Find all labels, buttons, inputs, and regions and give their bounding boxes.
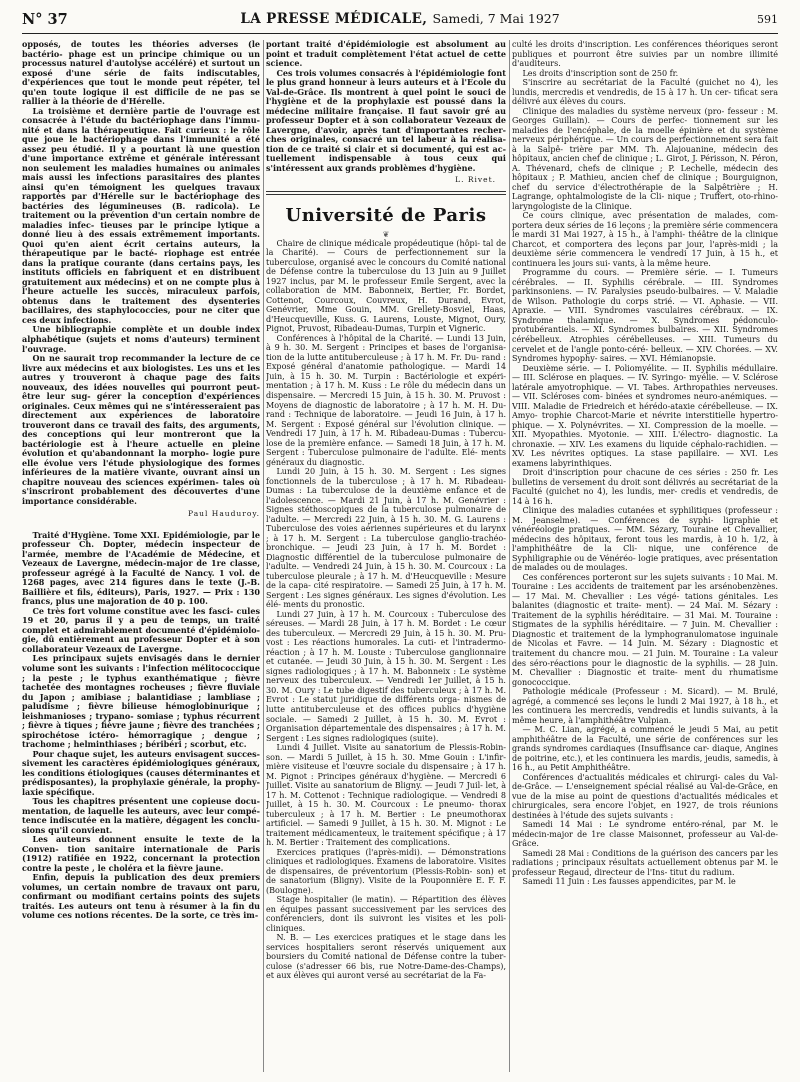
paragraph: Conférences d'actualités médicales et chirurgi- cales du Val-de-Grâce. — L'enseignement spécial réalisé au Val-de-Grâce, en vue de la mise au point de questions d'actualités médicales et chirurgicales, sera encore l'objet, en 1927, de trois réunions destinées à l'étude des sujets suivants : <box>512 772 778 820</box>
paragraph: opposés, de toutes les théories adverses (le bactério- phage est un principe chimique ou un processus naturel d'autolyse accéléré) et surtout un exposé d'une série de faits indiscutables, d'expériences que tout le monde peut répéter, tel qu'en toute logique il est difficile de ne pas se rallier à la théorie de d'Hérelle. <box>22 40 260 107</box>
journal-title-line <box>22 11 778 27</box>
paragraph: S'inscrire au secrétariat de la Faculté (guichet no 4), les lundis, mercredis et vendredis, de 15 à 17 h. Un cer- tificat sera délivré aux élèves du cours. <box>512 78 778 107</box>
author-signature: Paul Hauduroy. <box>188 509 260 519</box>
paragraph: Samedi 11 Juin : Les fausses appendicites, par M. le <box>522 877 736 887</box>
page-header <box>22 6 778 36</box>
column-left <box>22 40 260 1076</box>
section-title: Université de Paris <box>285 204 487 226</box>
ornament-icon: ❦ <box>382 229 390 239</box>
paragraph: Pathologie médicale (Professeur : M. Sicard). — M. Brulé, agrégé, a commencé ses leçons le lundi 2 Mai 1927, à 18 h., et les continuera les mercredis, vendredis et lundis suivants, à la même heure, à l'amphithéâtre Vulpian. <box>512 687 778 725</box>
column-middle <box>266 40 506 1076</box>
paragraph: Samedi 14 Mai : Le syndrome entéro-rénal, par M. le médecin-major de 1re classe Maisonnet, professeur au Val-de-Grâce. <box>512 820 778 849</box>
paragraph: Lundi 27 Juin, à 17 h. M. Courcoux : Tuberculose des séreuses. — Mardi 28 Juin, à 17 h. M. Bordet : Le cœur des tuberculeux. — Mercredi 29 Juin, à 15 h. 30. M. Pru- vost : Les réactions humorales. La cuti- et l'intradermo- réaction ; à 17 h. M. Louste : Tuberculose ganglionnaire et cutanée. — Jeudi 30 Juin, à 15 h. 30. M. Sergent : Les signes radiologiques ; à 17 h. M. Babonneix : Le système nerveux des tuberculeux. — Vendredi 1er Juillet, à 15 h. 30. M. Oury : Le tube digestif des tuberculeux ; à 17 h. M. Evrot : Le statut juridique de différents orga- nismes de lutte antituberculeuse et des offices publics d'hygiène sociale. — Samedi 2 Juillet, à 15 h. 30. M. Evrot : Organisation départementale des dispensaires ; à 17 h. M. Sergent : Les signes radiologiques (suite). <box>266 609 506 743</box>
paragraph: Une bibliographie complète et un double index alphabétique (sujets et noms d'auteurs) terminent l'ouvrage. <box>22 324 260 354</box>
paragraph: Les auteurs donnent ensuite le texte de la Conven- tion sanitaire internationale de Paris (1912) ratifiée en 1922, concernant la protection contre la peste , le choléra et la fièvre jaune. <box>22 834 260 873</box>
paragraph: Exercices pratiques (l'après-midi). — Démonstrations cliniques et radiologiques. Examens de laboratoire. Visites de dispensaires, de préventorium (Plessis-Robin- son) et de sanatorium (Bligny). Visite de la Pouponnière E. F. F. (Boulogne). <box>266 847 506 895</box>
paragraph: Pour chaque sujet, les auteurs envisagent succes- sivement les caractères épidémiologiques généraux, les conditions étiologiques (causes déterminantes et prédisposantes), la prophylaxie générale, la prophy- laxie spécifique. <box>22 748 260 797</box>
paragraph: — M. C. Lian, agrégé, a commencé le jeudi 5 Mai, au petit amphithéâtre de la Faculté, une série de conférences sur les grands syndromes cardiaques (Insuffisance car- diaque, Angines de poitrine, etc.), et les continuera les mardis, jeudis, samedis, à 16 h., au Petit Amphithéâtre. <box>512 725 778 773</box>
paragraph: Chaire de clinique médicale propédeutique (hôpi- tal de la Charité). — Cours de perfectionnement sur la tuberculose, organisé avec le concours du Comité national de Défense contre la tuberculose du 13 Juin au 9 Juillet 1927 inclus, par M. le professeur Emile Sergent, avec la collaboration de MM. Babonneix, Bertier, Fr. Bordet, Cottenot, Courcoux, Couvreux, H. Durand, Evrot, Genévrier, Mme Gouin, MM. Grellety-Bosviel, Haas, d'Heucqueville, Kuss. G. Laurens, Louste, Mignot, Oury, Pignot, Pruvost, Ribadeau-Dumas, Turpin et Vigneric. <box>266 238 506 334</box>
issue-number: N° 37 <box>22 11 68 28</box>
paragraph: Ce très fort volume constitue avec les fasci- cules 19 et 20, parus il y a peu de temps, un traité complet et admirablement documenté d'épidémiolo- gie, dû entièrement au professeur Dopter et à son collaborateur Vezeaux de Lavergne. <box>22 605 260 654</box>
review-heading-paragraph: Traité d'Hygiène. Tome XXI. Epidémiologie, par le professeur Ch. Dopter, médecin inspecteur de l'armée, membre de l'Académie de Médecine, et Vezeaux de Lavergne, médecin-major de 1re classe, professeur agrégé à la Faculté de Nancy. 1 vol. de 1268 pages, avec 214 figures dans le texte (J.-B. Baillière et fils, éditeurs), Paris, 1927. — Prix : 130 francs, plus une majoration de 40 p. 100. <box>22 529 260 607</box>
column-divider <box>509 40 510 1072</box>
paragraph: Conférences à l'hôpital de la Charité. — Lundi 13 Juin, à 9 h. 30. M. Sergent : Principes et bases de l'organisa- tion de la lutte antituberculeuse ; à 17 h. M. Fr. Du- rand : Exposé général d'anatomie pathologique. — Mardi 14 Juin, à 15 h. 30. M. Turpin : Bactériologie et expéri- mentation ; à 17 h. M. Kuss : Le rôle du médecin dans un dispensaire. — Mercredi 15 Juin, à 15 h. 30. M. Pruvost : Moyens de diagnostic de laboratoire ; à 17 h. M. H. Du- rand : Technique de laboratoire. — Jeudi 16 Juin, à 17 h. M. Sergent : Exposé général sur l'évolution clinique. — Vendredi 17 Juin, à 17 h. M. Ribadeau-Dumas : Tubercu- lose de la première enfance. — Samedi 18 Juin, à 17 h. M. Sergent : Tuberculose pulmonaire de l'adulte. Elé- ments généraux du diagnostic. <box>266 333 506 467</box>
paragraph: Programme du cours. — Première série. — I. Tumeurs cérébrales. — II. Syphilis cérébrale. — III. Syndromes parkinsoniens. — IV. Paralysies pseudo-bulbaires. — V. Maladie de Wilson. Pathologie du corps strié. — VI. Aphasie. — VII. Apraxie. — VIII. Syndromes vasculaires cérébraux. — IX. Syndrome thalamique. — X. Syndromes pédonculo-protubérantiels. — XI. Syndromes bulbaires. — XII. Syndromes cérébelleux. Atrophies cérébelleuses. — XIII. Tumeurs du cervelet et de l'angle ponto-céré- belleux. — XIV. Chorées. — XV. Syndromes hypophy- saires. — XVI. Hémianopsie. <box>512 268 778 364</box>
paragraph: Lundi 4 Juillet. Visite au sanatorium de Plessis-Robin- son. — Mardi 5 Juillet, à 15 h. 30. Mme Gouin : L'infir- mière visiteuse et l'œuvre sociale du dispensaire ; à 17 h. M. Pignot : Principes généraux d'hygiène. — Mercredi 6 Juillet. Visite au sanatorium de Bligny. — Jeudi 7 Juil- let, à 17 h. M. Cottenot : Technique radiologique. — Vendredi 8 Juillet, à 15 h. 30. M. Courcoux : Le pneumo- thorax tuberculeux ; à 17 h. M. Bertier : Le pneumothorax artificiel. — Samedi 9 Juillet, à 15 h. 30. M. Mignot : Le traitement médicamenteux, le traitement spécifique ; à 17 h. M. Bertier : Traitement des complications. <box>266 743 506 848</box>
paragraph: Enfin, depuis la publication des deux premiers volumes, un certain nombre de travaux ont paru, confirmant ou modifiant certains points des sujets traités. Les auteurs ont tenu à résumer à la fin du volume ces notions récentes. De la sorte, ce très im- <box>22 872 260 921</box>
paragraph: N. B. — Les exercices pratiques et le stage dans les services hospitaliers seront réservés uniquement aux boursiers du Comité national de Défense contre la tuber- culose (s'adresser 66 bis, rue Notre-Dame-des-Champs), et aux élèves qui auront versé au secrétariat de la Fa- <box>266 933 506 981</box>
paragraph: Ces conférences porteront sur les sujets suivants : 10 Mai. M. Touraine : Les accidents de traitement par les arsénobenzènes. — 17 Mai. M. Chevallier : Les végé- tations génitales. Les balanites (diagnostic et traite- ment). — 24 Mai. M. Sézary : Traitement de la syphilis héréditaire. — 31 Mai. M. Touraine : Stigmates de la syphilis héréditaire. — 7 Juin. M. Chevallier : Diagnostic et traitement de la lymphogranulomatose inguinale de Nicolas et Favre. — 14 Juin. M. Sézary : Diagnostic et traitement du chancre mou. — 21 Juin. M. Touraine : La valeur des séro-réactions pour le diagnostic de la syphilis. — 28 Juin. M. Chevallier : Diagnostic et traite- ment du rhumatisme gonococcique. <box>512 572 778 687</box>
author-signature: L. Rivet. <box>455 175 496 185</box>
column-divider <box>263 40 264 1072</box>
issue-date: Samedi, 7 Mai 1927 <box>432 11 560 26</box>
paragraph: Les droits d'inscription sont de 250 fr. <box>522 68 679 78</box>
column-right <box>512 40 778 1076</box>
header-rule <box>22 33 778 34</box>
paragraph: Clinique des maladies cutanées et syphilitiques (professeur : M. Jeanselme). — Conférences de syphi- ligraphie et vénéréologie pratiques. — MM. Sézary, Touraine et Chevallier, médecins des hôpitaux, feront tous les mardis, à 10 h. 1/2, à l'amphithéâtre de la Cli- nique, une conférence de Syphiligraphie ou de Vénéréo- logie pratiques, avec présentation de malades ou de moulages. <box>512 506 778 573</box>
paragraph: Lundi 20 Juin, à 15 h. 30. M. Sergent : Les signes fonctionnels de la tuberculose ; à 17 h. M. Ribadeau- Dumas : La tuberculose de la deuxième enfance et de l'adolescence. — Mardi 21 Juin, à 17 h. M. Genévrier : Signes stéthoscopiques de la tuberculose pulmonaire de l'adulte. — Mercredi 22 Juin, à 15 h. 30. M. G. Laurens : Tuberculose des voies aériennes supérieures et du larynx ; à 17 h. M. Sergent : La tuberculose ganglio-trachéo- bronchique. — Jeudi 23 Juin, à 17 h. M. Bordet : Diagnostic différentiel de la tuberculose pulmonaire de l'adulte. — Vendredi 24 Juin, à 15 h. 30. M. Courcoux : La tuberculose pleurale ; à 17 h. M. d'Heucqueville : Mesure de la capa- cité respiratoire. — Samedi 25 Juin, à 17 h. M. Sergent : Les signes généraux. Les signes d'évolution. Les élé- ments du pronostic. <box>266 467 506 610</box>
paragraph: portant traité d'épidémiologie est absolument au point et traduit complètement l'état actuel de cette science. <box>266 40 506 69</box>
paragraph: Stage hospitalier (le matin). — Répartition des élèves en équipes passant successivement par les services des conférenciers, dont ils suivront les visites et les poli- cliniques. <box>266 895 506 933</box>
paragraph: Ces trois volumes consacrés à l'épidémiologie font le plus grand honneur à leurs auteurs et à l'Ecole du Val-de-Grâce. Ils montrent à quel point le souci de l'hygiène et de la prophylaxie est poussé dans la médecine militaire française. Il faut savoir gré au professeur Dopter et à son collaborateur Vezeaux de Lavergne, d'avoir, après tant d'importantes recher- ches originales, consacré un tel labeur à la réalisa- tion de ce traité si clair et si documenté, qui est ac- tuellement indispensable à tous ceux qui s'intéressent aux grands problèmes d'hygiène. <box>266 67 506 173</box>
paragraph: Ce cours clinique, avec présentation de malades, com- portera deux séries de 16 leçons ; la première série commencera le mardi 31 Mai 1927, à 15 h., à l'amphi- théâtre de la clinique Charcot, et comportera des leçons par jour, l'après-midi ; la deuxième série commencera le vendredi 17 Juin, à 15 h., et continuera les jours sui- vants, à la même heure. <box>512 211 778 268</box>
paragraph: Tous les chapitres présentent une copieuse docu- mentation, de laquelle les auteurs, avec leur compé- tence indiscutée en la matière, dégagent les conclu- sions qu'il convient. <box>22 796 260 835</box>
paragraph: Les principaux sujets envisagés dans le dernier volume sont les suivants : l'infection mélitococcique ; la peste ; le typhus exanthématique ; fièvre tachetée des montagnes rocheuses ; fièvre fluviale du Japon ; amibiase ; balantidiase ; lambliase ; paludisme ; fièvre bilieuse hémoglobinurique ; leishmanioses ; trypano- somiase ; typhus récurrent ; fièvre à tiques ; fièvre jaune ; fièvre des tranchées ; spirochétose ictéro- hémorragique ; dengue ; trachome ; helminthiases ; béribéri ; scorbut, etc. <box>22 653 260 750</box>
page-number: 591 <box>757 13 778 26</box>
paragraph: On ne saurait trop recommander la lecture de ce livre aux médecins et aux biologistes. Les uns et les autres y trouveront à chaque page des faits nouveaux, des idées nouvelles qui pourront peut-être leur sug- gérer la conception d'expériences originales. Ceux mêmes qui ne s'intéresseraient pas directement aux expériences de laboratoire trouveront dans ce travail des faits, des arguments, des conceptions qui leur montreront que la bactériologie est à l'heure actuelle en pleine évolution et qu'abandonnant la morpho- logie pure elle évolue vers l'étude physiologique des formes inférieures de la matière vivante, ouvrant ainsi un chapitre nouveau des sciences expérimen- tales où s'inscriront probablement des découvertes d'une importance considérable. <box>22 353 260 506</box>
paragraph: La troisième et dernière partie de l'ouvrage est consacrée à l'étude du bactériophage dans l'immu- nité et dans la thérapeutique. Fait curieux : le rôle que joue le bactériophage dans l'immunité a été assez peu étudié. Il y a pourtant là une question d'une importance extrême et générale intéressant non seulement les maladies humaines ou animales mais aussi les infections parasitaires des plantes ainsi qu'en témoignent les quelques travaux rapportés par d'Hérelle sur le bactériophage des bactéries des légumineuses (B. radicola). Le traitement ou la prévention d'un certain nombre de maladies infec- tieuses par le principe lytique a donné lieu à des essais extrêmement importants. Quoi qu'en aient écrit certains auteurs, la thérapeutique par le bacté- riophage est entrée dans la pratique courante (dans certains pays, les instituts officiels en fabriquent et en distribuent gratuitement aux médecins) et on ne compte plus à l'heure actuelle les succès, miraculeux parfois, obtenus dans le traitement des dysenteries bacillaires, des staphylococcies, pour ne citer que ces deux infections. <box>22 105 260 325</box>
paragraph: Droit d'inscription pour chacune de ces séries : 250 fr. Les bulletins de versement du droit sont délivrés au secrétariat de la Faculté (guichet no 4), les lundis, mer- credis et vendredis, de 14 à 16 h. <box>512 468 778 506</box>
paragraph: Clinique des maladies du système nerveux (pro- fesseur : M. Georges Guillain). — Cours de perfec- tionnement sur les maladies de l'encéphale, de la moelle épinière et du système nerveux périphérique. — Un cours de perfectionnement sera fait à la Salpê- trière par MM. Th. Alajouanine, médecin des hôpitaux, ancien chef de clinique ; L. Girot, J. Périsson, N. Péron, A. Thévenard, chefs de clinique ; P. Lechelle, médecin des hôpitaux ; P. Mathieu, ancien chef de clinique ; Bourguignon, chef du service d'électrothérapie de la Salpêtrière ; H. Lagrange, ophtalmologiste de la Cli- nique ; Truffert, oto-rhino-laryngologiste de la Clinique. <box>512 106 778 211</box>
paragraph: Samedi 28 Mai : Conditions de la guérison des cancers par les radiations ; principaux résultats actuellement obtenus par M. le professeur Regaud, directeur de l'Ins- titut du radium. <box>512 848 778 877</box>
paragraph: Deuxième série. — I. Poliomyélite. — II. Syphilis médullaire. — III. Sclérose en plaques. — IV. Syringo- myélie. — V. Sclérose latérale amyotrophique. — VI. Tabes. Arthropathies nerveuses. — VII. Scléroses com- binées et syndromes neuro-anémiques. — VIII. Maladie de Friedreich et hérédo-ataxie cérébelleuse. — IX. Amyo- trophie Charcot-Marie et névrite interstitielle hypertro- phique. — X. Polynévrites. — XI. Compression de la moelle. — XII. Myopathies. Myotonie. — XIII. L'électro- diagnostic. La chronaxie. — XIV. Les examens du liquide céphalo-rachidien. — XV. Les névrites optiques. La stase papillaire. — XVI. Les examens labyrinthiques. <box>512 363 778 468</box>
paragraph: culté les droits d'inscription. Les conférences théoriques seront publiques et pourront être suivies par un nombre illimité d'auditeurs. <box>512 40 778 69</box>
section-separator <box>266 191 506 195</box>
journal-title: LA PRESSE MÉDICALE, <box>240 11 428 27</box>
